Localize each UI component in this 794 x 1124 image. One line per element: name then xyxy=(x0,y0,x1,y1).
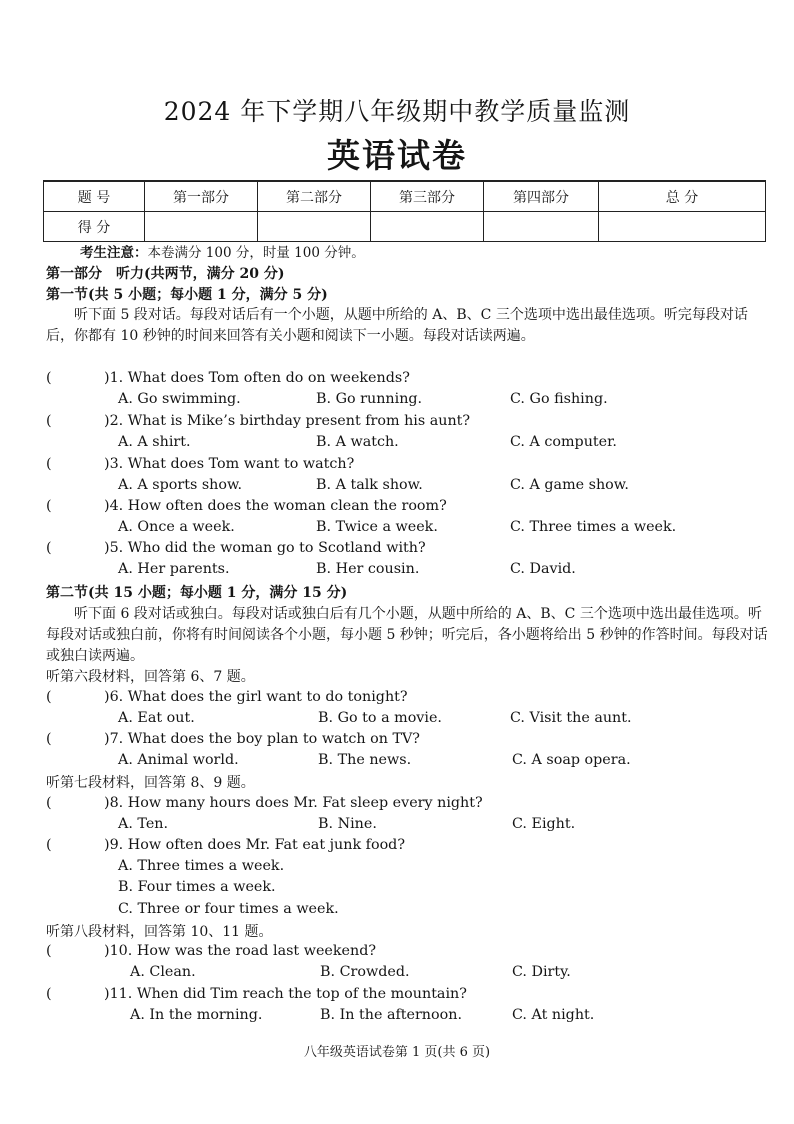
question-number: )1. xyxy=(104,370,124,386)
answer-blank[interactable]: ( xyxy=(46,498,52,514)
subject-title: 英语试卷 xyxy=(327,136,467,175)
material-6-heading: 听第六段材料，回答第 6、7 题。 xyxy=(46,669,255,685)
question-5 xyxy=(46,540,426,556)
option-b: B. Nine. xyxy=(318,816,377,832)
question-text: What does the boy plan to watch on TV? xyxy=(127,731,420,747)
question-3 xyxy=(46,456,354,472)
question-text: How was the road last weekend? xyxy=(136,943,377,959)
answer-blank[interactable]: ( xyxy=(46,837,52,853)
question-text: How often does the woman clean the room? xyxy=(127,498,447,514)
score-cell: 总 分 xyxy=(599,181,766,212)
option-c: C. Dirty. xyxy=(512,964,571,980)
option-c: C. Three or four times a week. xyxy=(118,901,339,917)
question-number: )8. xyxy=(104,795,124,811)
question-text: What does Tom want to watch? xyxy=(127,456,355,472)
score-cell: 第二部分 xyxy=(258,181,371,212)
option-c: C. Visit the aunt. xyxy=(510,710,632,726)
option-c: C. David. xyxy=(510,561,576,577)
score-cell: 第四部分 xyxy=(484,181,599,212)
score-input-cell[interactable] xyxy=(371,212,484,242)
notice-text: 本卷满分 100 分，时量 100 分钟。 xyxy=(147,245,365,261)
option-b: B. The news. xyxy=(318,752,412,768)
question-text: What does the girl want to do tonight? xyxy=(127,689,408,705)
material-7-heading: 听第七段材料，回答第 8、9 题。 xyxy=(46,775,255,791)
answer-blank[interactable]: ( xyxy=(46,413,52,429)
option-a: A. Her parents. xyxy=(118,561,230,577)
question-number: )7. xyxy=(104,731,124,747)
part1-heading: 第一部分 听力(共两节，满分 20 分) xyxy=(46,266,285,282)
question-number: )5. xyxy=(104,540,124,556)
question-10 xyxy=(46,943,376,959)
option-c: C. Go fishing. xyxy=(510,391,608,407)
score-table-score-row xyxy=(44,212,766,242)
option-a: A. Clean. xyxy=(130,964,196,980)
question-4 xyxy=(46,498,447,514)
question-8 xyxy=(46,795,483,811)
option-a: A. A sports show. xyxy=(118,477,243,493)
score-cell: 第三部分 xyxy=(371,181,484,212)
option-c: C. At night. xyxy=(512,1007,595,1023)
question-9 xyxy=(46,837,405,853)
section1-heading: 第一节(共 5 小题；每小题 1 分，满分 5 分) xyxy=(46,287,328,303)
score-cell: 第一部分 xyxy=(145,181,258,212)
material-8-heading: 听第八段材料，回答第 10、11 题。 xyxy=(46,924,273,940)
answer-blank[interactable]: ( xyxy=(46,943,52,959)
question-2 xyxy=(46,413,470,429)
option-a: A. Go swimming. xyxy=(118,391,241,407)
option-a: A. Eat out. xyxy=(118,710,195,726)
option-b: B. Go to a movie. xyxy=(318,710,442,726)
option-c: C. A game show. xyxy=(510,477,629,493)
answer-blank[interactable]: ( xyxy=(46,731,52,747)
question-number: )6. xyxy=(104,689,124,705)
question-1 xyxy=(46,370,410,386)
option-a: A. In the morning. xyxy=(130,1007,263,1023)
score-row-label: 得 分 xyxy=(44,212,145,242)
section2-instructions: 听下面 6 段对话或独白。每段对话或独白后有几个小题，从题中所给的 A、B、C 三个选项中选出最佳选项。听每段对话或独白前，你将有时间阅读各个小题，每小题 5 秒钟；听完后，各小题将给出 5 秒钟的作答时间。每段对话或独白读两遍。 xyxy=(46,606,768,664)
option-c: C. Eight. xyxy=(512,816,576,832)
section2-heading: 第二节(共 15 小题；每小题 1 分，满分 15 分) xyxy=(46,585,348,601)
answer-blank[interactable]: ( xyxy=(46,540,52,556)
question-number: )10. xyxy=(104,943,133,959)
answer-blank[interactable]: ( xyxy=(46,456,52,472)
option-a: A. A shirt. xyxy=(118,434,191,450)
score-input-cell[interactable] xyxy=(599,212,766,242)
score-table-header-row xyxy=(44,181,766,212)
option-a: A. Three times a week. xyxy=(118,858,285,874)
answer-blank[interactable]: ( xyxy=(46,986,52,1002)
answer-blank[interactable]: ( xyxy=(46,689,52,705)
option-c: C. A computer. xyxy=(510,434,617,450)
question-number: )3. xyxy=(104,456,124,472)
score-cell: 题 号 xyxy=(44,181,145,212)
question-number: )2. xyxy=(104,413,124,429)
option-c: C. A soap opera. xyxy=(512,752,631,768)
question-number: )4. xyxy=(104,498,124,514)
option-b: B. Her cousin. xyxy=(316,561,420,577)
answer-blank[interactable]: ( xyxy=(46,370,52,386)
exam-notice xyxy=(80,243,365,263)
score-input-cell[interactable] xyxy=(484,212,599,242)
option-b: B. A watch. xyxy=(316,434,399,450)
notice-label: 考生注意： xyxy=(80,245,148,261)
option-b: B. A talk show. xyxy=(316,477,423,493)
question-number: )11. xyxy=(104,986,133,1002)
option-b: B. Go running. xyxy=(316,391,423,407)
option-a: A. Ten. xyxy=(118,816,169,832)
question-11 xyxy=(46,986,467,1002)
question-text: What does Tom often do on weekends? xyxy=(127,370,410,386)
page-footer: 八年级英语试卷第 1 页(共 6 页) xyxy=(303,1045,491,1060)
section1-instructions: 听下面 5 段对话。每段对话后有一个小题，从题中所给的 A、B、C 三个选项中选出最佳选项。听完每段对话后，你都有 10 秒钟的时间来回答有关小题和阅读下一小题。每段对话读两遍。 xyxy=(46,307,748,344)
score-table xyxy=(43,180,766,242)
question-text: How many hours does Mr. Fat sleep every night? xyxy=(127,795,483,811)
option-a: A. Once a week. xyxy=(118,519,235,535)
question-number: )9. xyxy=(104,837,124,853)
answer-blank[interactable]: ( xyxy=(46,795,52,811)
option-b: B. In the afternoon. xyxy=(320,1007,462,1023)
option-b: B. Crowded. xyxy=(320,964,410,980)
question-text: What is Mike’s birthday present from his aunt? xyxy=(127,413,471,429)
question-text: How often does Mr. Fat eat junk food? xyxy=(127,837,405,853)
score-input-cell[interactable] xyxy=(258,212,371,242)
option-c: C. Three times a week. xyxy=(510,519,677,535)
option-a: A. Animal world. xyxy=(118,752,239,768)
question-text: Who did the woman go to Scotland with? xyxy=(127,540,426,556)
exam-title: 2024 年下学期八年级期中教学质量监测 xyxy=(163,97,631,126)
option-b: B. Four times a week. xyxy=(118,879,276,895)
option-b: B. Twice a week. xyxy=(316,519,438,535)
question-7 xyxy=(46,731,420,747)
score-input-cell[interactable] xyxy=(145,212,258,242)
question-text: When did Tim reach the top of the mountain? xyxy=(136,986,467,1002)
question-6 xyxy=(46,689,408,705)
